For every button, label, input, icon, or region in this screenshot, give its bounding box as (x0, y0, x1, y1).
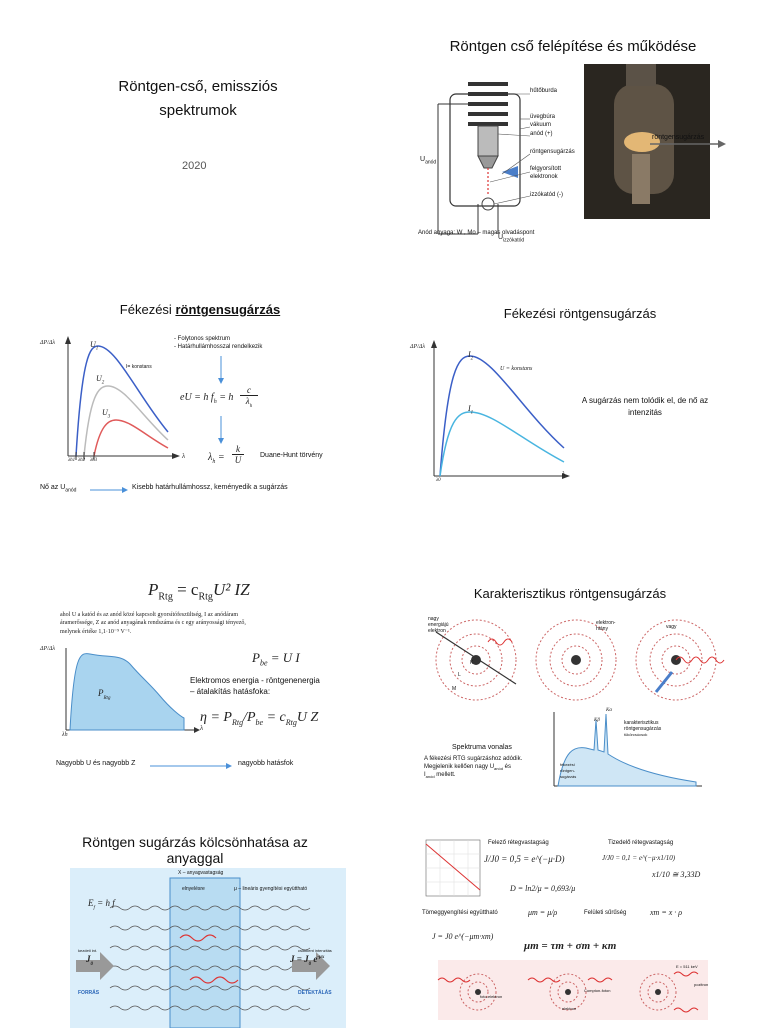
atom-diagrams (426, 612, 726, 704)
slide7-right-formula: $J = J_0$ $e^{-\mu x}$ (290, 954, 325, 967)
slide4-i2: $I_2$ (468, 350, 474, 362)
slide4-i1: $I_1$ (468, 404, 474, 416)
label-izzokatod: izzókatód (-) (530, 192, 564, 198)
slide6-nagy-1: nagy (428, 616, 439, 622)
label-felgyorsitott: felgyorsított (530, 166, 562, 172)
slide4-title: Fékezési röntgensugárzás (503, 306, 657, 321)
slide4-yaxis: ΔP/Δλ (410, 344, 425, 350)
slide7-energy: $E_f = h$ f (88, 898, 115, 911)
slide-bremsstrahlung-2 (410, 300, 730, 500)
slide8-label-pozitron: pozitron (694, 982, 709, 987)
slide5-small-2: áramerőssége, Z az anód anyagának rendszáma és c egy arányossági tényező, (60, 620, 246, 626)
slide3-yaxis: ΔP/Δλ (40, 340, 55, 346)
slide7-abs-label: elnyelésre (182, 886, 205, 892)
slide3-duane-hunt: Duane-Hunt törvény (260, 452, 323, 459)
label-hutoburda: hűtőburda (530, 88, 558, 94)
slide3-title: Fékezési röntgensugárzás (119, 302, 281, 317)
slide3-formula-2: $\lambda_h$ = (208, 452, 225, 465)
slide5-area-label: $P_{Rtg}$ (98, 688, 111, 701)
slide3-lambda-h1: λh1 (68, 458, 76, 463)
slide8-felezo-formula: J/J0 = 0,5 = e^(−μ·D) (484, 854, 565, 864)
bremsstrahlung-current-chart (418, 340, 568, 480)
slide3-lambda-h3: λh3 (90, 458, 98, 463)
slide7-left-small: kezdeti int. (78, 948, 98, 953)
slide-attenuation (418, 830, 728, 1024)
slide6-nagy-3: elektron (428, 628, 446, 634)
slide3-curve-u1: $U_1$ (90, 340, 99, 352)
label-rontgen-small: röntgensugárzás (530, 149, 575, 155)
slide6-hiany-1: elektron- (596, 620, 616, 626)
slide5-small-1: ahol U a katód és az anód közé kapcsolt gyorsítófeszültség, I az anódáram (60, 612, 239, 618)
label-u-anod: $U_{anód}$ (420, 156, 437, 166)
slide7-abs-layer: X – anyagvastagság (178, 870, 224, 876)
slide5-xaxis: λ (200, 724, 204, 732)
slide3-curve-u3: $U_3$ (102, 408, 111, 420)
slide7-right-label: csökkent intenzitás (298, 948, 332, 953)
slide3-i-const: I= konstans (126, 364, 152, 370)
slide6-kar-1: karakterisztikus (624, 720, 659, 726)
slide-characteristic (410, 582, 730, 792)
slide3-arrow-down-2 (216, 416, 226, 446)
slide5-eff-2: – átalakítás hatásfoka: (190, 687, 271, 696)
slide6-vagy: vagy (666, 624, 677, 630)
slide8-tizedelo: Tizedelő rétegvastagság (608, 840, 674, 846)
slide8-label-elektron: elektron (562, 1006, 577, 1011)
slide3-xaxis: λ (182, 452, 186, 460)
slide1-title-line1: Röntgen-cső, emissziós (118, 78, 278, 95)
slide5-chart (50, 644, 200, 734)
slide3-bottom-right: Kisebb határhullámhossz, keményedik a sugárzás (132, 484, 288, 491)
slide4-note-1: A sugárzás nem tolódik el, de nő az (581, 396, 709, 405)
slide6-note-3: $I_{anód}$ mellett. (424, 772, 456, 780)
label-anod: anód (+) (530, 131, 553, 137)
slide5-formula-main: $P_{Rtg} = c_{Rtg}U^2$ IZ (148, 580, 250, 603)
slide6-note-1: A fékezési RTG sugárzáshoz adódik. (424, 756, 523, 762)
slide7-mu-label: μ – lineáris gyengítési együttható (234, 886, 308, 892)
slide8-attenuation-chart (422, 836, 482, 900)
slide8-x110: x1/10 ≅ 3,33D (652, 870, 701, 879)
slide6-peak-ka: Kα (606, 708, 612, 713)
slide7-title-2: anyaggal (166, 850, 224, 866)
label-vakuum: vákuum (530, 122, 552, 128)
slide8-tizedelo-formula: J/J0 = 0,1 = e^(−μ·x1/10) (602, 854, 676, 862)
bremsstrahlung-voltage-chart (50, 336, 180, 461)
slide6-fek-1: fékezési (560, 762, 575, 767)
slide3-formula-1: eU = h $f_h = h$ (180, 392, 234, 405)
slide3-frac1: c $\lambda_h$ (240, 385, 258, 409)
slide6-hiany-2: hiány (596, 626, 608, 632)
slide4-lambda0: λ0 (436, 478, 441, 483)
label-u-izzo: $U_{izzókatód}$ (498, 234, 525, 244)
slide4-note-2: intenzitás (628, 408, 662, 417)
slide-efficiency (40, 578, 360, 778)
slide8-mu-sum: μm = τm + σm + κm (524, 940, 617, 952)
label-uvegbura: üvegbúra (530, 114, 556, 120)
slide8-xm: xm = x · ρ (650, 908, 683, 917)
slide-bremsstrahlung-1 (40, 300, 350, 500)
slide3-bullet-1: - Folytonos spektrum (174, 336, 231, 342)
slide6-fek-2: röntgen- (560, 768, 575, 773)
slide5-eff-1: Elektromos energia - röntgenenergia (190, 676, 320, 685)
slide4-u-const: U = konstans (500, 366, 533, 372)
slide6-spektrum-label: Spektruma vonalas (452, 744, 512, 751)
slide8-label-511: E = 511 keV (676, 964, 698, 969)
slide5-lambda-h: λh (62, 732, 68, 738)
label-elektronok: elektronok (530, 174, 558, 180)
slide3-frac2: k U (232, 444, 244, 465)
slide7-left-beam: $J_0$ (86, 954, 93, 967)
slide3-bullet-2: - Határhullámhosszal rendelkezik (174, 344, 263, 350)
slide1-year: 2020 (182, 160, 207, 172)
slide6-kar-2: röntgensugárzás (624, 726, 662, 732)
slide4-xaxis: λ (562, 470, 566, 478)
slide8-mu-m: μm = μ/ρ (528, 908, 558, 917)
slide7-title-1: Röntgen sugárzás kölcsönhatása az (82, 834, 308, 850)
slide6-peak-kb: Kβ (594, 718, 600, 723)
slide8-label-compton: Compton-foton (584, 988, 611, 993)
slide8-tomeg: Tömeggyengítési együttható (422, 910, 498, 916)
slide2-caption: Anód anyaga: W , Mo – magas olvadáspont (418, 230, 535, 236)
slide5-eta: $\eta = P_{Rtg}/P_{be} = c_{Rtg}U$ Z (200, 710, 319, 727)
slide7-right-det: DETEKTÁLÁS (298, 990, 332, 996)
slide8-process-diagram (438, 960, 708, 1020)
slide6-shell-l: L (458, 672, 461, 678)
slide8-label-foto: foto-elektron (480, 994, 503, 999)
label-rontgensugarzas: röntgensugárzás (652, 134, 705, 141)
slide5-pbe: $P_{be} = U$ I (252, 650, 300, 668)
slide-interaction (40, 832, 350, 1024)
slide6-note-2: Megjelenik kellően nagy $U_{anód}$ és (424, 764, 511, 772)
slide1-title-line2: spektrumok (159, 102, 237, 119)
slide-xray-tube (418, 38, 728, 248)
slide5-bottom-left: Nagyobb U és nagyobb Z (56, 760, 136, 767)
slide2-title: Röntgen cső felépítése és működése (449, 38, 697, 55)
slide6-kar-3: tükörcsúcsok (624, 732, 648, 737)
atom-2 (536, 620, 616, 700)
slide5-yaxis: ΔP/Δλ (40, 646, 55, 652)
slide5-bottom-right: nagyobb hatásfok (238, 760, 294, 767)
slide6-fek-3: sugárzás (560, 774, 577, 779)
slide5-arrow-right (150, 762, 234, 770)
atom-1 (436, 620, 516, 700)
slide7-left-src: FORRÁS (78, 990, 100, 996)
slide3-lambda-h2: λh2 (78, 458, 86, 463)
slide3-curve-u2: $U_2$ (96, 374, 105, 386)
slide8-felezo: Felező rétegvastagság (488, 840, 549, 846)
slide3-arrow-right (90, 486, 130, 494)
slide3-bottom-left: Nő az $U_{anód}$ (40, 484, 77, 494)
slide8-d-formula: D = ln2/μ = 0,693/μ (510, 884, 576, 893)
slide6-nagy-2: energiájú (428, 622, 449, 628)
slide3-arrow-down-1 (216, 356, 226, 386)
slide6-title: Karakterisztikus röntgensugárzás (473, 586, 667, 601)
slide6-shell-m: M (452, 686, 457, 692)
slide6-shell-k: K (470, 660, 474, 666)
slide8-j-formula: J = J0 e^(−μm·xm) (432, 932, 494, 941)
slide8-feluleti: Felületi sűrűség (584, 910, 627, 916)
slide-title (40, 70, 340, 260)
slide5-small-3: melynek értéke 1,1·10⁻⁹ V⁻¹. (60, 629, 132, 635)
